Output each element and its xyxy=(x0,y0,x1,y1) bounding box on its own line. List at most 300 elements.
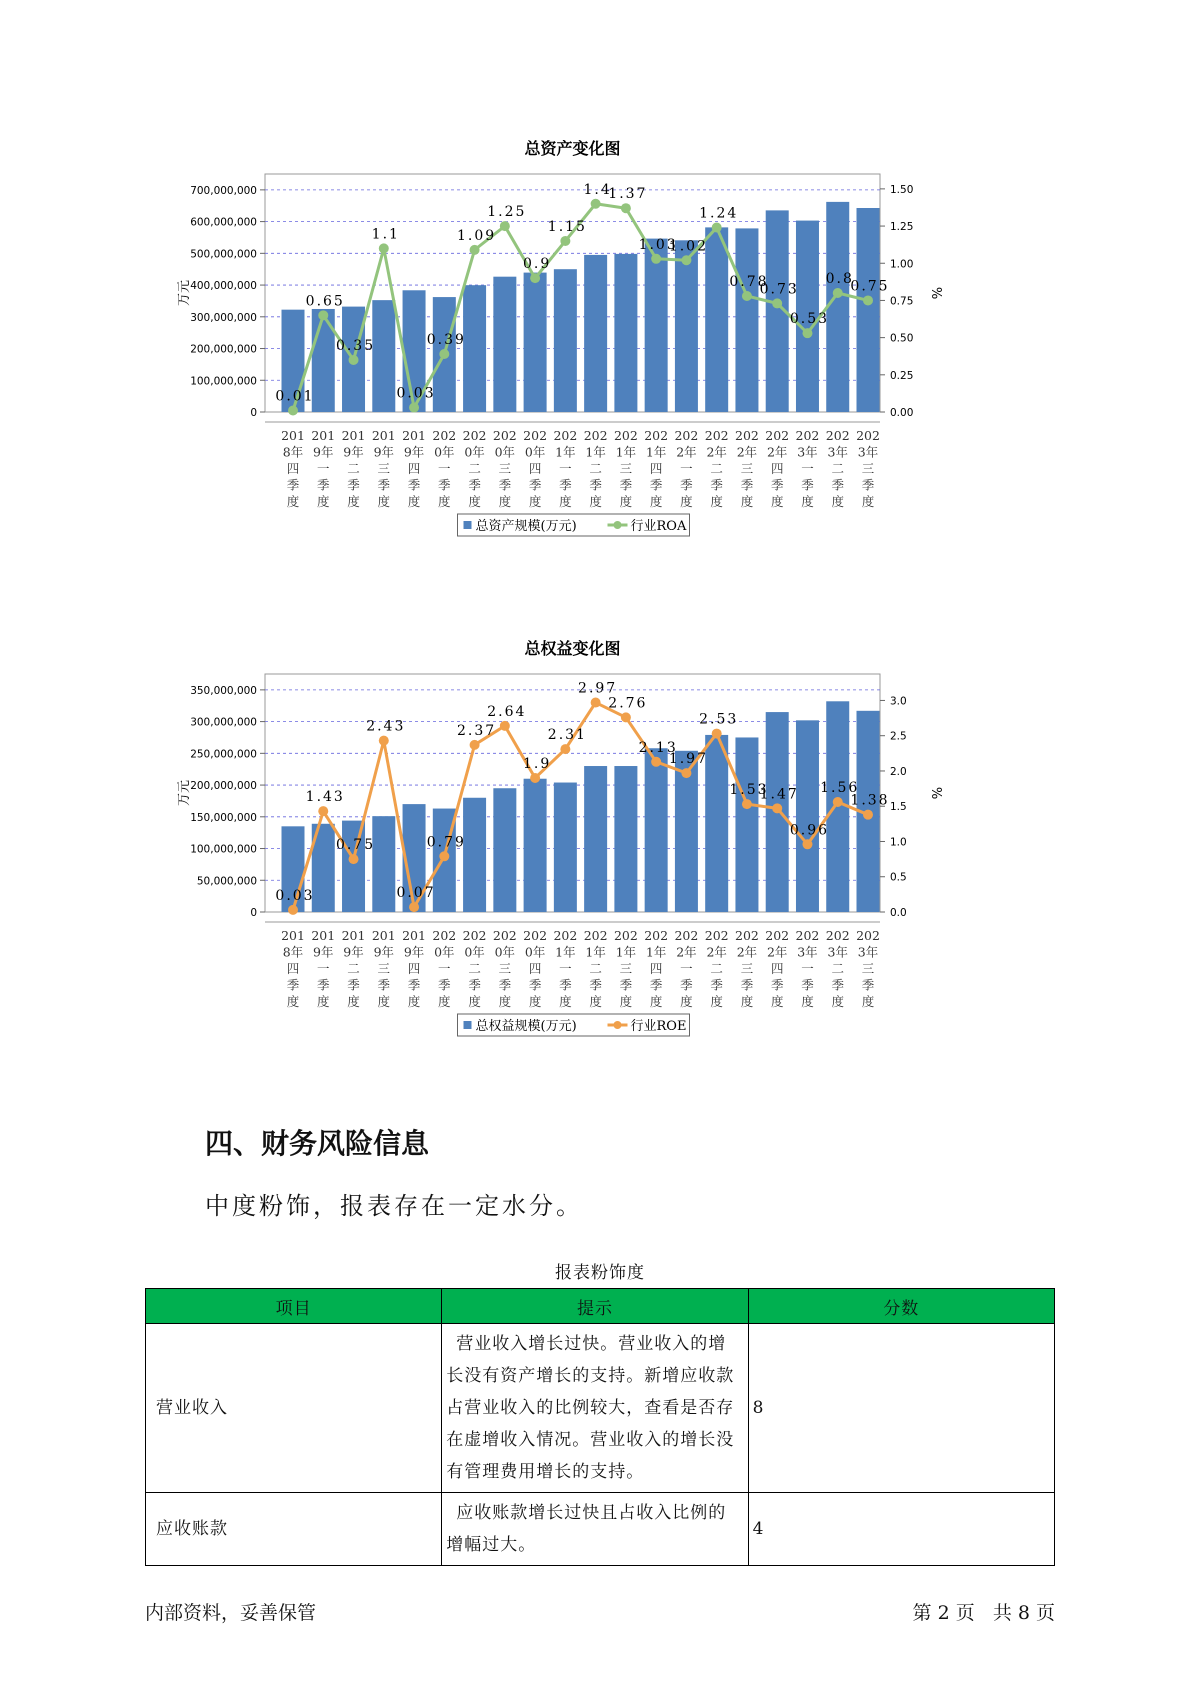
y2-tick-label: 1.50 xyxy=(890,183,914,196)
data-label: 2.53 xyxy=(699,711,739,728)
line-point xyxy=(560,236,570,246)
bar xyxy=(826,202,849,412)
line-point xyxy=(802,839,812,849)
x-tick-label: 202 xyxy=(553,928,578,943)
x-tick-label: 季 xyxy=(710,977,723,993)
y2-tick-label: 1.25 xyxy=(890,221,914,234)
y-tick-label: 0 xyxy=(250,907,257,919)
x-tick-label: 二 xyxy=(831,461,844,476)
x-tick-label: 二 xyxy=(347,961,360,976)
x-tick-label: 度 xyxy=(438,994,451,1009)
legend-line-label: 行业ROA xyxy=(630,519,687,534)
x-tick-label: 9年 xyxy=(403,444,425,460)
line-point xyxy=(591,698,601,708)
x-tick-label: 度 xyxy=(377,494,391,509)
x-tick-label: 度 xyxy=(680,994,693,1009)
bar xyxy=(857,208,880,412)
x-tick-label: 季 xyxy=(861,477,875,493)
x-tick-label: 季 xyxy=(438,477,451,493)
y-tick-label: 150,000,000 xyxy=(190,811,257,824)
x-tick-label: 202 xyxy=(856,928,880,943)
x-tick-label: 度 xyxy=(347,494,360,509)
x-tick-label: 度 xyxy=(377,994,391,1009)
y2-tick-label: 0.25 xyxy=(890,369,914,382)
x-tick-label: 度 xyxy=(680,494,693,509)
x-tick-label: 0年 xyxy=(434,444,455,460)
x-tick-label: 201 xyxy=(281,928,305,943)
x-tick-label: 202 xyxy=(583,428,608,443)
x-tick-label: 二 xyxy=(710,461,723,476)
x-tick-label: 2年 xyxy=(766,944,788,960)
x-tick-label: 9年 xyxy=(373,444,395,460)
x-tick-label: 季 xyxy=(801,477,814,493)
data-label: 1.47 xyxy=(759,786,799,803)
y-tick-label: 300,000,000 xyxy=(190,716,257,729)
bar xyxy=(705,227,728,412)
data-label: 0.65 xyxy=(305,293,345,310)
legend-bar-label: 总权益规模(万元) xyxy=(475,1019,577,1034)
x-tick-label: 季 xyxy=(680,977,693,993)
x-tick-label: 季 xyxy=(559,477,572,493)
x-tick-label: 3年 xyxy=(827,444,848,460)
line-point xyxy=(772,298,782,308)
x-tick-label: 9年 xyxy=(403,944,425,960)
bar xyxy=(342,821,365,912)
line-point xyxy=(802,328,812,338)
total-equity-chart xyxy=(170,640,970,1080)
x-tick-label: 0年 xyxy=(464,944,485,960)
x-tick-label: 2年 xyxy=(736,944,758,960)
x-tick-label: 季 xyxy=(528,977,542,993)
y2-axis-label: % xyxy=(931,786,946,800)
x-tick-label: 一 xyxy=(680,461,693,476)
x-tick-label: 202 xyxy=(613,928,638,943)
y-tick-label: 350,000,000 xyxy=(190,684,257,697)
data-label: 1.53 xyxy=(729,782,769,799)
x-tick-label: 9年 xyxy=(373,944,395,960)
line-point xyxy=(651,254,661,264)
table-header-row xyxy=(146,1289,1055,1324)
line-point xyxy=(439,851,449,861)
data-label: 1.1 xyxy=(371,226,400,243)
line-point xyxy=(500,721,510,731)
legend-line-marker xyxy=(614,1021,622,1029)
x-tick-label: 三 xyxy=(861,461,875,476)
x-tick-label: 度 xyxy=(559,494,572,509)
x-tick-label: 季 xyxy=(831,977,844,993)
bar xyxy=(463,798,486,912)
table-caption: 报表粉饰度 xyxy=(555,1263,645,1283)
line-point xyxy=(742,291,752,301)
data-label: 0.75 xyxy=(850,278,890,295)
x-tick-label: 201 xyxy=(311,928,336,943)
x-tick-label: 201 xyxy=(371,428,396,443)
x-tick-label: 202 xyxy=(795,428,820,443)
x-tick-label: 202 xyxy=(795,928,820,943)
line-point xyxy=(742,799,752,809)
line-point xyxy=(863,810,873,820)
data-label: 0.78 xyxy=(729,273,769,290)
legend-bar-label: 总资产规模(万元) xyxy=(475,519,577,534)
bar xyxy=(554,269,577,412)
x-tick-label: 度 xyxy=(831,494,844,509)
bar xyxy=(584,766,607,912)
x-tick-label: 202 xyxy=(523,428,548,443)
row-score: 4 xyxy=(748,1493,1054,1566)
line-point xyxy=(681,255,691,265)
x-tick-label: 0年 xyxy=(524,444,546,460)
x-tick-label: 202 xyxy=(825,428,850,443)
data-label: 0.73 xyxy=(759,281,799,298)
x-tick-label: 三 xyxy=(861,961,875,976)
data-label: 2.43 xyxy=(366,718,406,735)
x-tick-label: 季 xyxy=(347,977,360,993)
x-tick-label: 3年 xyxy=(797,944,818,960)
x-tick-label: 度 xyxy=(286,994,300,1009)
bar xyxy=(524,273,547,412)
x-tick-label: 二 xyxy=(710,961,723,976)
x-tick-label: 202 xyxy=(674,428,699,443)
row-hint: 应收账款增长过快且占收入比例的增幅过大。 xyxy=(442,1493,748,1566)
line-point xyxy=(349,355,359,365)
data-label: 1.37 xyxy=(608,186,648,203)
bar xyxy=(705,735,728,912)
x-tick-label: 202 xyxy=(674,928,699,943)
bar xyxy=(372,300,395,412)
line-point xyxy=(712,223,722,233)
x-tick-label: 度 xyxy=(317,494,330,509)
x-tick-label: 202 xyxy=(553,428,578,443)
line-point xyxy=(833,288,843,298)
x-tick-label: 季 xyxy=(377,977,391,993)
x-tick-label: 季 xyxy=(831,477,844,493)
x-tick-label: 201 xyxy=(341,428,366,443)
x-tick-label: 202 xyxy=(432,928,457,943)
x-tick-label: 季 xyxy=(498,977,512,993)
line-point xyxy=(863,295,873,305)
legend-line-label: 行业ROE xyxy=(630,1019,687,1034)
x-tick-label: 3年 xyxy=(857,444,879,460)
line-point xyxy=(470,245,480,255)
x-tick-label: 度 xyxy=(740,494,754,509)
x-tick-label: 季 xyxy=(286,977,300,993)
data-label: 0.39 xyxy=(426,331,466,348)
x-tick-label: 四 xyxy=(407,461,421,476)
x-tick-label: 度 xyxy=(649,494,663,509)
chart-svg xyxy=(170,140,970,580)
y-tick-label: 100,000,000 xyxy=(190,375,257,388)
y2-tick-label: 2.0 xyxy=(890,765,907,778)
x-tick-label: 202 xyxy=(644,428,669,443)
x-tick-label: 202 xyxy=(432,428,457,443)
footer-confidential: 内部资料，妥善保管 xyxy=(145,1602,317,1624)
data-label: 0.53 xyxy=(789,311,830,328)
x-tick-label: 度 xyxy=(831,994,844,1009)
data-label: 1.38 xyxy=(850,792,890,809)
header-score: 分数 xyxy=(748,1289,1054,1324)
x-tick-label: 季 xyxy=(347,477,360,493)
line-point xyxy=(409,902,419,912)
footer-page-number: 第 2 页 共 8 页 xyxy=(912,1602,1055,1624)
x-tick-label: 三 xyxy=(619,461,633,476)
x-tick-label: 季 xyxy=(801,977,814,993)
x-tick-label: 202 xyxy=(613,428,638,443)
x-tick-label: 3年 xyxy=(827,944,848,960)
x-tick-label: 0年 xyxy=(494,444,516,460)
x-tick-label: 度 xyxy=(468,994,481,1009)
data-label: 2.97 xyxy=(578,680,618,697)
x-tick-label: 202 xyxy=(765,428,790,443)
x-tick-label: 一 xyxy=(317,961,330,976)
data-label: 1.43 xyxy=(305,789,345,806)
x-tick-label: 三 xyxy=(377,461,391,476)
chart-title: 总权益变化图 xyxy=(524,640,621,658)
x-tick-label: 9年 xyxy=(343,444,364,460)
x-tick-label: 季 xyxy=(528,477,542,493)
x-tick-label: 度 xyxy=(438,494,451,509)
data-label: 1.03 xyxy=(638,236,678,253)
x-tick-label: 季 xyxy=(407,977,421,993)
x-tick-label: 1年 xyxy=(645,944,667,960)
x-tick-label: 一 xyxy=(801,461,814,476)
data-label: 1.24 xyxy=(699,205,739,222)
line-point xyxy=(379,243,389,253)
x-tick-label: 2年 xyxy=(676,444,697,460)
y-tick-label: 250,000,000 xyxy=(190,748,257,761)
x-tick-label: 202 xyxy=(462,428,487,443)
data-label: 2.13 xyxy=(638,739,678,756)
data-label: 1.9 xyxy=(522,756,552,773)
x-tick-label: 一 xyxy=(317,461,330,476)
x-tick-label: 度 xyxy=(347,994,360,1009)
line-point xyxy=(681,768,691,778)
x-tick-label: 度 xyxy=(407,494,421,509)
x-tick-label: 一 xyxy=(680,961,693,976)
data-label: 0.03 xyxy=(275,887,315,904)
x-tick-label: 一 xyxy=(438,961,451,976)
data-label: 1.09 xyxy=(456,227,497,244)
data-label: 2.76 xyxy=(608,695,648,712)
x-tick-label: 季 xyxy=(468,977,481,993)
y2-tick-label: 0.50 xyxy=(890,332,914,345)
bar xyxy=(645,239,668,412)
x-tick-label: 202 xyxy=(735,928,759,943)
x-tick-label: 季 xyxy=(740,477,754,493)
x-tick-label: 201 xyxy=(341,928,366,943)
y2-tick-label: 0.75 xyxy=(890,295,914,308)
x-tick-label: 季 xyxy=(498,477,512,493)
x-tick-label: 四 xyxy=(770,461,784,476)
x-tick-label: 1年 xyxy=(645,444,667,460)
y-axis-label: 万元 xyxy=(177,779,192,807)
y2-tick-label: 0.5 xyxy=(890,871,907,884)
bar xyxy=(524,779,547,912)
y2-tick-label: 1.00 xyxy=(890,258,914,271)
line-point xyxy=(409,403,419,413)
bar xyxy=(735,228,758,412)
x-tick-label: 一 xyxy=(438,461,451,476)
line-point xyxy=(500,221,510,231)
y-tick-label: 700,000,000 xyxy=(190,184,257,197)
y-tick-label: 50,000,000 xyxy=(196,875,257,888)
bar xyxy=(645,748,668,912)
bar xyxy=(463,285,486,412)
line-point xyxy=(379,736,389,746)
y-axis-label: 万元 xyxy=(177,279,192,307)
x-tick-label: 度 xyxy=(498,994,512,1009)
data-label: 1.15 xyxy=(547,218,587,235)
x-tick-label: 度 xyxy=(801,494,814,509)
section-heading: 四、财务风险信息 xyxy=(205,1127,430,1160)
y-tick-label: 300,000,000 xyxy=(190,311,257,324)
total-assets-chart xyxy=(170,140,970,580)
x-tick-label: 二 xyxy=(468,461,481,476)
x-tick-label: 8年 xyxy=(282,944,304,960)
x-tick-label: 二 xyxy=(589,961,602,976)
x-tick-label: 2年 xyxy=(706,944,727,960)
x-tick-label: 度 xyxy=(286,494,300,509)
x-tick-label: 四 xyxy=(286,461,300,476)
x-tick-label: 9年 xyxy=(343,944,364,960)
x-tick-label: 季 xyxy=(680,477,693,493)
line-point xyxy=(349,854,359,864)
x-tick-label: 二 xyxy=(347,461,360,476)
y2-tick-label: 2.5 xyxy=(890,730,907,743)
line-point xyxy=(530,773,540,783)
x-tick-label: 度 xyxy=(559,994,572,1009)
line-point xyxy=(560,744,570,754)
x-tick-label: 度 xyxy=(407,994,421,1009)
bar xyxy=(493,277,516,412)
bar xyxy=(614,254,637,412)
y2-tick-label: 1.0 xyxy=(890,836,907,849)
x-tick-label: 度 xyxy=(317,994,330,1009)
line-point xyxy=(288,406,298,416)
bar xyxy=(614,766,637,912)
x-tick-label: 0年 xyxy=(494,944,516,960)
bar xyxy=(584,255,607,412)
x-tick-label: 四 xyxy=(528,961,542,976)
x-tick-label: 3年 xyxy=(857,944,879,960)
x-tick-label: 202 xyxy=(523,928,548,943)
x-tick-label: 2年 xyxy=(736,444,758,460)
line-point xyxy=(439,349,449,359)
header-hint: 提示 xyxy=(442,1289,748,1324)
chart-title: 总资产变化图 xyxy=(524,140,621,158)
x-tick-label: 三 xyxy=(498,961,512,976)
data-label: 1.02 xyxy=(668,238,709,255)
data-label: 2.64 xyxy=(487,703,527,720)
header-item: 项目 xyxy=(146,1289,442,1324)
risk-summary: 中度粉饰，报表存在一定水分。 xyxy=(205,1192,583,1220)
x-tick-label: 度 xyxy=(528,994,542,1009)
y-tick-label: 600,000,000 xyxy=(190,216,257,229)
x-tick-label: 202 xyxy=(583,928,608,943)
x-tick-label: 201 xyxy=(402,428,426,443)
line-point xyxy=(530,273,540,283)
x-tick-label: 季 xyxy=(559,977,572,993)
data-label: 0.75 xyxy=(335,837,376,854)
x-tick-label: 度 xyxy=(619,494,633,509)
chart-svg xyxy=(170,640,970,1080)
x-tick-label: 度 xyxy=(589,494,602,509)
x-tick-label: 季 xyxy=(770,977,784,993)
x-tick-label: 1年 xyxy=(555,944,576,960)
line-point xyxy=(591,199,601,209)
x-tick-label: 季 xyxy=(589,477,602,493)
bar xyxy=(554,783,577,912)
x-tick-label: 一 xyxy=(559,961,572,976)
data-label: 2.31 xyxy=(547,727,587,744)
x-tick-label: 9年 xyxy=(313,444,334,460)
x-tick-label: 2年 xyxy=(676,944,697,960)
x-tick-label: 季 xyxy=(861,977,875,993)
data-label: 1.4 xyxy=(583,181,612,198)
y-tick-label: 100,000,000 xyxy=(190,843,257,856)
x-tick-label: 1年 xyxy=(585,944,606,960)
x-tick-label: 201 xyxy=(402,928,426,943)
x-tick-label: 四 xyxy=(407,961,421,976)
line-point xyxy=(621,203,631,213)
x-tick-label: 度 xyxy=(468,494,481,509)
x-tick-label: 四 xyxy=(286,961,300,976)
line-point xyxy=(318,310,328,320)
data-label: 0.79 xyxy=(426,834,466,851)
x-tick-label: 季 xyxy=(619,977,633,993)
x-tick-label: 3年 xyxy=(797,444,818,460)
x-tick-label: 202 xyxy=(462,928,487,943)
x-tick-label: 201 xyxy=(371,928,396,943)
x-tick-label: 度 xyxy=(589,994,602,1009)
data-label: 1.56 xyxy=(820,779,860,796)
line-point xyxy=(772,803,782,813)
x-tick-label: 1年 xyxy=(615,944,637,960)
line-point xyxy=(318,806,328,816)
y2-tick-label: 3.0 xyxy=(890,695,907,708)
x-tick-label: 季 xyxy=(589,977,602,993)
x-tick-label: 202 xyxy=(704,428,729,443)
data-label: 2.37 xyxy=(456,722,497,739)
x-tick-label: 二 xyxy=(589,461,602,476)
x-tick-label: 度 xyxy=(498,494,512,509)
x-tick-label: 度 xyxy=(861,994,875,1009)
y-tick-label: 400,000,000 xyxy=(190,280,257,293)
line-point xyxy=(470,740,480,750)
x-tick-label: 季 xyxy=(286,477,300,493)
bar xyxy=(493,788,516,912)
data-label: 0.03 xyxy=(396,385,436,402)
x-tick-label: 度 xyxy=(710,494,723,509)
x-tick-label: 度 xyxy=(770,494,784,509)
x-tick-label: 度 xyxy=(528,494,542,509)
line-point xyxy=(288,905,298,915)
bar xyxy=(796,720,819,912)
x-tick-label: 季 xyxy=(770,477,784,493)
x-tick-label: 季 xyxy=(438,977,451,993)
bar xyxy=(372,816,395,912)
x-tick-label: 三 xyxy=(740,961,754,976)
y-tick-label: 0 xyxy=(250,407,257,419)
x-tick-label: 9年 xyxy=(313,944,334,960)
legend-bar-swatch xyxy=(464,521,472,529)
x-tick-label: 一 xyxy=(559,461,572,476)
line-point xyxy=(621,712,631,722)
x-tick-label: 201 xyxy=(281,428,305,443)
x-tick-label: 202 xyxy=(856,428,880,443)
x-tick-label: 0年 xyxy=(524,944,546,960)
row-item: 营业收入 xyxy=(146,1324,442,1493)
x-tick-label: 202 xyxy=(704,928,729,943)
